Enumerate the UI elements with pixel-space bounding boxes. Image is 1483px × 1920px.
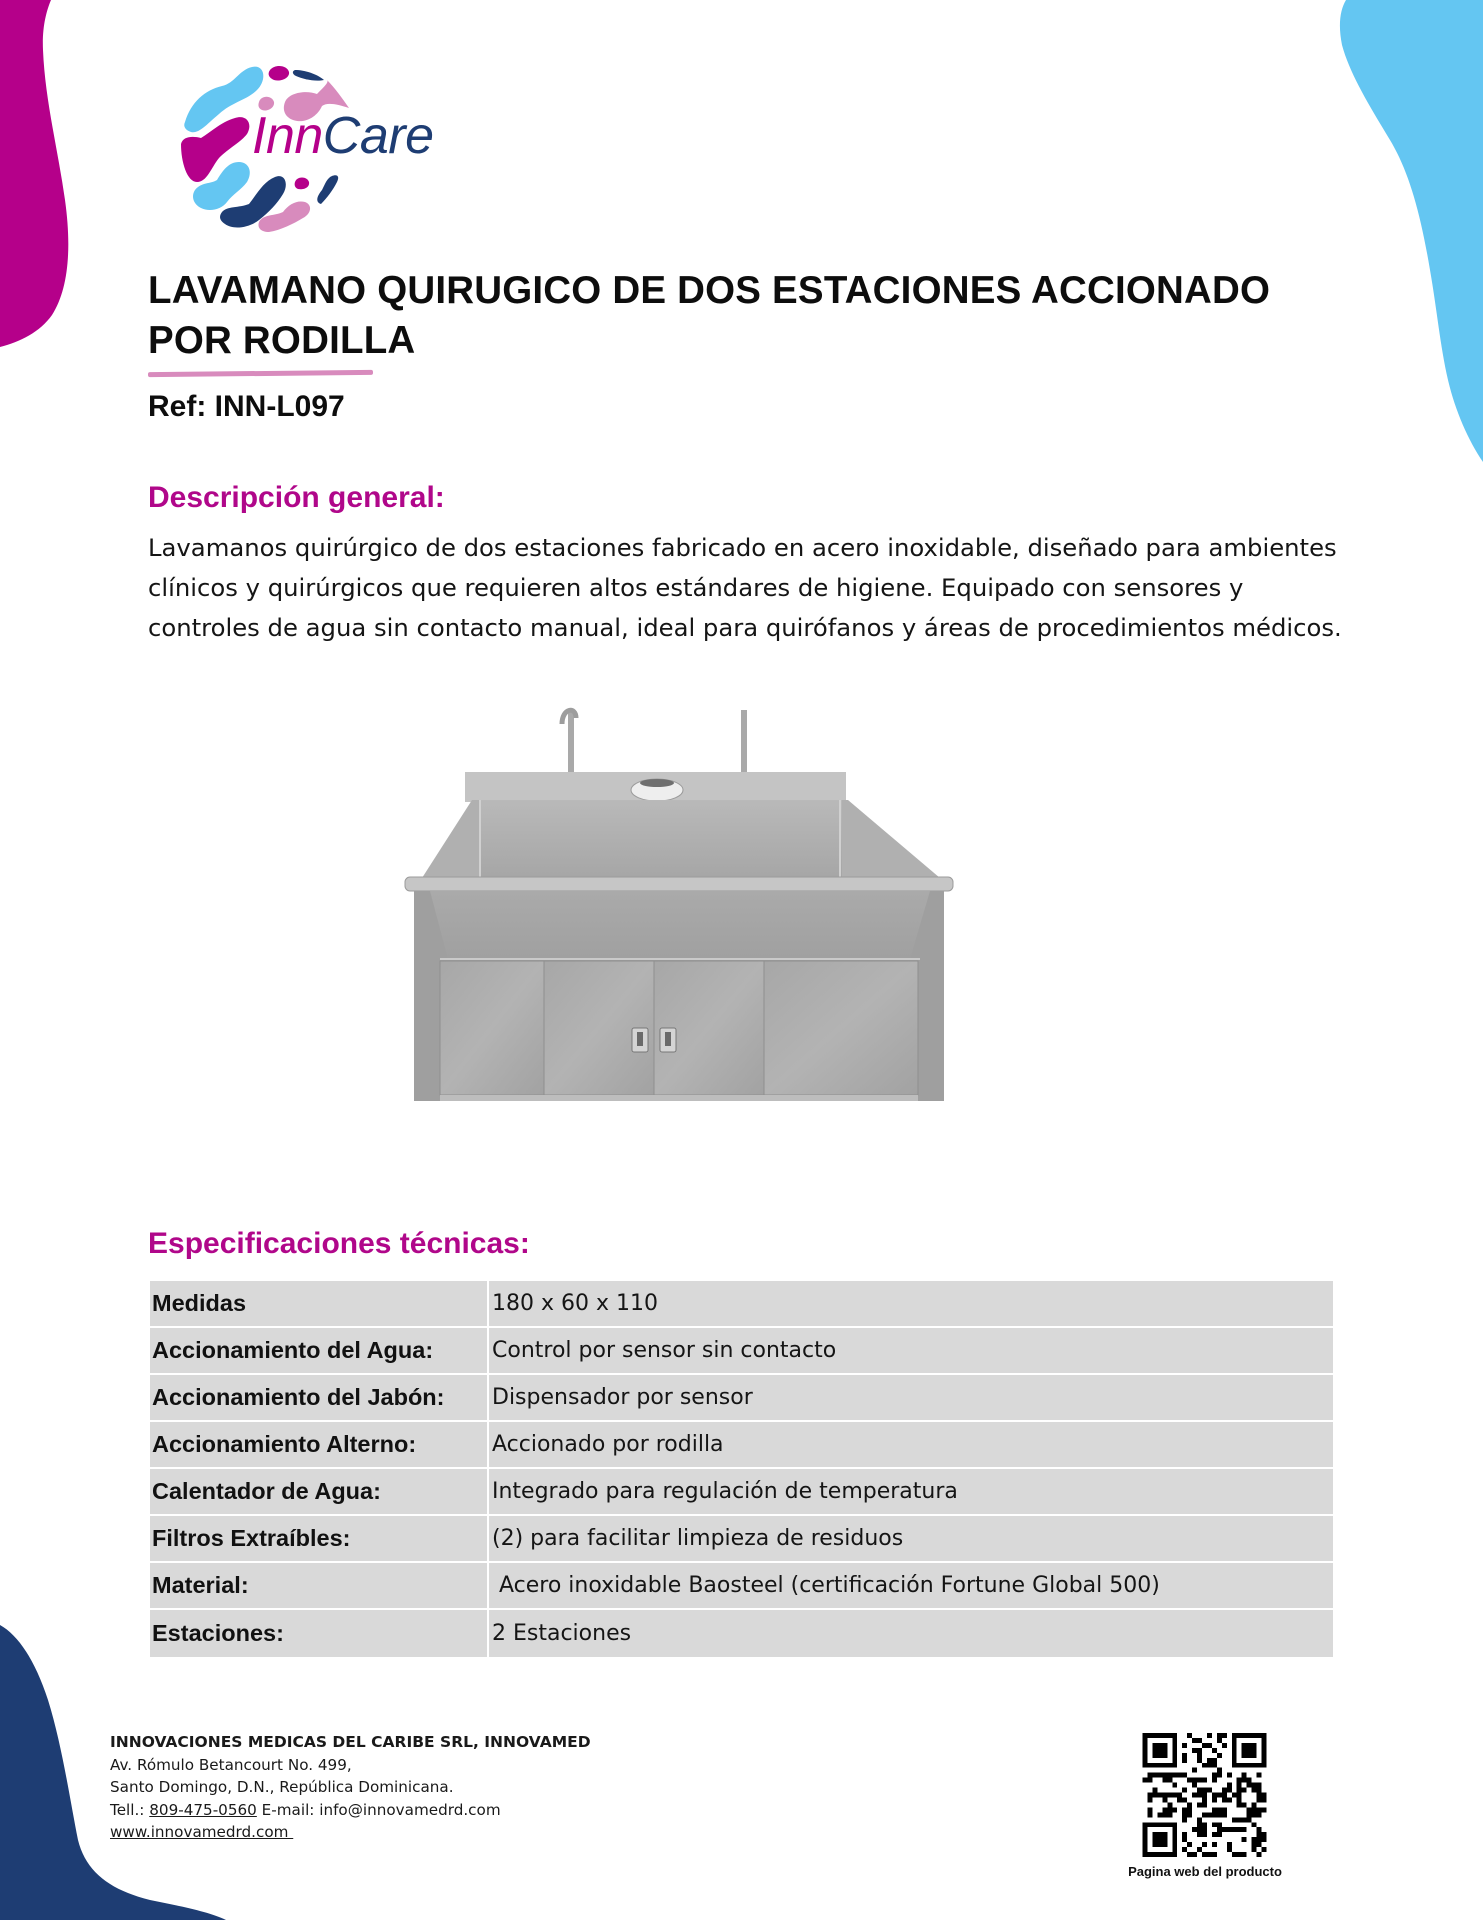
qr-module: [1177, 1793, 1182, 1798]
qr-module: [1237, 1817, 1242, 1822]
qr-module: [1222, 1793, 1227, 1798]
qr-module: [1242, 1802, 1247, 1807]
qr-module: [1197, 1758, 1202, 1763]
qr-module: [1167, 1793, 1172, 1798]
qr-module: [1207, 1758, 1212, 1763]
qr-module: [1227, 1773, 1232, 1778]
email-label: E-mail:: [256, 1800, 320, 1819]
qr-module: [1212, 1852, 1217, 1857]
qr-module: [1242, 1837, 1247, 1842]
qr-module: [1222, 1807, 1227, 1812]
qr-module: [1262, 1832, 1267, 1837]
qr-module: [1202, 1827, 1207, 1832]
qr-module: [1192, 1783, 1197, 1788]
qr-module: [1187, 1812, 1192, 1817]
product-title-line-2: POR RODILLA: [148, 319, 416, 362]
logo-blob-navy-small: [317, 175, 338, 204]
qr-module: [1202, 1842, 1207, 1847]
qr-module: [1182, 1773, 1187, 1778]
table-row: [150, 1563, 1333, 1610]
qr-module: [1252, 1842, 1257, 1847]
logo-wordmark: [252, 107, 434, 165]
qr-module: [1257, 1827, 1262, 1832]
qr-module: [1197, 1778, 1202, 1783]
basin-side-right: [840, 800, 940, 878]
cabinet-base: [440, 1095, 918, 1101]
qr-module: [1152, 1832, 1167, 1847]
qr-module: [1182, 1797, 1187, 1802]
table-row: [150, 1610, 1333, 1657]
qr-module: [1197, 1788, 1202, 1793]
qr-module: [1157, 1793, 1162, 1798]
qr-module: [1262, 1837, 1267, 1842]
qr-module: [1192, 1768, 1197, 1773]
qr-module: [1217, 1827, 1222, 1832]
qr-module: [1207, 1812, 1212, 1817]
product-image-sink: [400, 700, 960, 1110]
qr-module: [1237, 1797, 1242, 1802]
qr-module: [1162, 1773, 1167, 1778]
qr-module: [1232, 1817, 1237, 1822]
qr-module: [1172, 1783, 1177, 1788]
description-line: Lavamanos quirúrgico de dos estaciones fabricado en acero inoxidable, diseñado para ambientes: [148, 533, 1337, 562]
qr-module: [1217, 1822, 1222, 1827]
qr-module: [1187, 1778, 1192, 1783]
qr-module: [1197, 1847, 1202, 1852]
qr-module: [1262, 1807, 1267, 1812]
description-paragraph: [148, 528, 1418, 648]
sink-front-apron: [430, 891, 930, 959]
spec-value: Dispensador por sensor: [489, 1375, 1333, 1422]
qr-module: [1147, 1797, 1152, 1802]
qr-module: [1212, 1822, 1217, 1827]
qr-module: [1172, 1773, 1177, 1778]
qr-module: [1247, 1817, 1252, 1822]
address-line-2: Santo Domingo, D.N., República Dominicana.: [110, 1778, 454, 1796]
qr-module: [1143, 1778, 1148, 1783]
qr-module: [1192, 1793, 1197, 1798]
qr-module: [1192, 1778, 1197, 1783]
qr-caption: Pagina web del producto: [1128, 1864, 1282, 1879]
email-link[interactable]: info@innovamedrd.com: [319, 1800, 501, 1819]
qr-module: [1257, 1807, 1262, 1812]
qr-module: [1257, 1797, 1262, 1802]
qr-module: [1217, 1768, 1222, 1773]
qr-module: [1212, 1758, 1217, 1763]
qr-module: [1257, 1812, 1262, 1817]
qr-module: [1217, 1773, 1222, 1778]
product-title-line-1: LAVAMANO QUIRUGICO DE DOS ESTACIONES ACCIONADO: [148, 269, 1271, 312]
qr-module: [1182, 1743, 1187, 1748]
qr-module: [1152, 1743, 1167, 1758]
qr-module: [1147, 1773, 1152, 1778]
qr-module: [1152, 1773, 1157, 1778]
qr-module: [1192, 1748, 1197, 1753]
qr-module: [1182, 1837, 1187, 1842]
qr-module: [1152, 1793, 1157, 1798]
qr-module: [1207, 1788, 1212, 1793]
qr-module: [1257, 1852, 1262, 1857]
spec-value: Accionado por rodilla: [489, 1422, 1333, 1469]
spec-label: Filtros Extraíbles:: [150, 1516, 489, 1563]
qr-module: [1162, 1793, 1167, 1798]
qr-module: [1157, 1773, 1162, 1778]
cabinet-panel-right: [764, 961, 918, 1095]
spec-value: 180 x 60 x 110: [489, 1281, 1333, 1328]
qr-module: [1182, 1807, 1187, 1812]
sink-rim: [405, 877, 953, 891]
qr-module: [1227, 1842, 1232, 1847]
qr-module: [1247, 1778, 1252, 1783]
qr-module: [1237, 1783, 1242, 1788]
qr-module: [1257, 1832, 1262, 1837]
table-row: [150, 1516, 1333, 1563]
table-row: [150, 1281, 1333, 1328]
qr-module: [1242, 1817, 1247, 1822]
qr-module: [1197, 1832, 1202, 1837]
qr-module: [1182, 1847, 1187, 1852]
qr-module: [1222, 1733, 1227, 1738]
qr-module: [1152, 1788, 1157, 1793]
tel-label: Tell.:: [110, 1800, 150, 1819]
qr-module: [1187, 1842, 1192, 1847]
qr-module: [1232, 1793, 1237, 1798]
qr-module: [1217, 1733, 1222, 1738]
qr-module: [1227, 1783, 1232, 1788]
qr-module: [1202, 1793, 1207, 1798]
qr-module: [1237, 1827, 1242, 1832]
spec-label: Accionamiento del Jabón:: [150, 1375, 489, 1422]
qr-module: [1202, 1802, 1207, 1807]
footer-contact: [110, 1731, 591, 1844]
basin-back-wall: [480, 800, 842, 878]
qr-module: [1227, 1788, 1232, 1793]
qr-module: [1147, 1778, 1152, 1783]
qr-module: [1147, 1793, 1152, 1798]
description-heading: Descripción general:: [148, 481, 445, 514]
qr-module: [1207, 1743, 1212, 1748]
qr-module: [1237, 1852, 1242, 1857]
qr-module: [1252, 1807, 1257, 1812]
spec-value: Control por sensor sin contacto: [489, 1328, 1333, 1375]
spec-value: Integrado para regulación de temperatura: [489, 1469, 1333, 1516]
qr-module: [1167, 1807, 1172, 1812]
spec-value: (2) para facilitar limpieza de residuos: [489, 1516, 1333, 1563]
qr-module: [1252, 1837, 1257, 1842]
logo-text-care: Care: [322, 107, 434, 165]
qr-module: [1212, 1778, 1217, 1783]
cabinet-panel-left: [440, 961, 544, 1095]
qr-module: [1257, 1773, 1262, 1778]
qr-module: [1237, 1802, 1242, 1807]
qr-module: [1207, 1852, 1212, 1857]
qr-module: [1187, 1802, 1192, 1807]
qr-module: [1187, 1807, 1192, 1812]
qr-module: [1217, 1807, 1222, 1812]
table-row: [150, 1422, 1333, 1469]
qr-module: [1242, 1773, 1247, 1778]
spec-label: Medidas: [150, 1281, 489, 1328]
qr-module: [1202, 1763, 1207, 1768]
spec-value: 2 Estaciones: [489, 1610, 1333, 1657]
qr-module: [1192, 1852, 1197, 1857]
qr-module: [1212, 1807, 1217, 1812]
qr-module: [1182, 1758, 1187, 1763]
qr-module: [1157, 1812, 1162, 1817]
qr-module: [1202, 1797, 1207, 1802]
qr-module: [1237, 1788, 1242, 1793]
qr-module: [1212, 1793, 1217, 1798]
spec-label: Accionamiento del Agua:: [150, 1328, 489, 1375]
logo-dot-magenta-top: [269, 66, 289, 80]
qr-module: [1257, 1837, 1262, 1842]
website-link[interactable]: www.innovamedrd.com: [110, 1823, 294, 1841]
qr-module: [1262, 1797, 1267, 1802]
qr-module: [1207, 1733, 1212, 1738]
qr-module: [1212, 1773, 1217, 1778]
qr-module: [1242, 1827, 1247, 1832]
phone-link[interactable]: 809-475-0560: [149, 1800, 257, 1819]
magenta-blob-shape: [0, 0, 68, 347]
table-row: [150, 1469, 1333, 1516]
specs-heading: Especificaciones técnicas:: [148, 1227, 530, 1260]
qr-module: [1202, 1822, 1207, 1827]
qr-module: [1227, 1847, 1232, 1852]
qr-module: [1262, 1847, 1267, 1852]
qr-module: [1217, 1793, 1222, 1798]
qr-module: [1162, 1807, 1167, 1812]
qr-module: [1242, 1743, 1257, 1758]
qr-code-icon[interactable]: [1141, 1733, 1268, 1857]
spec-label: Material:: [150, 1563, 489, 1610]
qr-module: [1202, 1812, 1207, 1817]
qr-module: [1197, 1793, 1202, 1798]
qr-module: [1212, 1842, 1217, 1847]
qr-module: [1197, 1802, 1202, 1807]
qr-module: [1257, 1788, 1262, 1793]
spec-label: Accionamiento Alterno:: [150, 1422, 489, 1469]
qr-module: [1187, 1733, 1192, 1738]
qr-module: [1202, 1788, 1207, 1793]
logo-dot-magenta-bottom: [295, 178, 309, 190]
qr-module: [1192, 1738, 1197, 1743]
qr-module: [1232, 1827, 1237, 1832]
qr-module: [1222, 1797, 1227, 1802]
qr-module: [1167, 1773, 1172, 1778]
qr-module: [1227, 1797, 1232, 1802]
qr-module: [1252, 1812, 1257, 1817]
qr-module: [1177, 1797, 1182, 1802]
qr-module: [1217, 1753, 1222, 1758]
logo-blob-navy-top: [293, 70, 324, 81]
qr-module: [1162, 1797, 1167, 1802]
specs-table: [150, 1281, 1333, 1657]
qr-module: [1207, 1763, 1212, 1768]
spec-label: Estaciones:: [150, 1610, 489, 1657]
qr-module: [1252, 1847, 1257, 1852]
qr-module: [1257, 1842, 1262, 1847]
innocare-logo: [177, 62, 467, 232]
qr-module: [1212, 1797, 1217, 1802]
qr-module: [1252, 1783, 1257, 1788]
qr-module: [1232, 1852, 1237, 1857]
qr-module: [1212, 1748, 1217, 1753]
qr-module: [1167, 1812, 1172, 1817]
spec-label: Calentador de Agua:: [150, 1469, 489, 1516]
qr-module: [1257, 1793, 1262, 1798]
qr-module: [1197, 1817, 1202, 1822]
qr-module: [1222, 1788, 1227, 1793]
qr-module: [1177, 1773, 1182, 1778]
qr-module: [1202, 1778, 1207, 1783]
qr-module: [1252, 1788, 1257, 1793]
qr-module: [1197, 1753, 1202, 1758]
qr-module: [1247, 1812, 1252, 1817]
qr-module: [1197, 1748, 1202, 1753]
soap-dispenser-icon: [631, 779, 683, 801]
address-line-1: Av. Rómulo Betancourt No. 499,: [110, 1755, 352, 1774]
qr-module: [1237, 1793, 1242, 1798]
qr-module: [1197, 1822, 1202, 1827]
basin-side-left: [422, 800, 480, 878]
qr-module: [1172, 1807, 1177, 1812]
qr-module: [1147, 1807, 1152, 1812]
qr-module: [1262, 1793, 1267, 1798]
qr-module: [1202, 1832, 1207, 1837]
logo-text-inn: Inn: [252, 107, 323, 165]
qr-module: [1222, 1743, 1227, 1748]
qr-module: [1237, 1778, 1242, 1783]
table-row: [150, 1375, 1333, 1422]
qr-module: [1182, 1832, 1187, 1837]
qr-module: [1227, 1827, 1232, 1832]
qr-module: [1217, 1832, 1222, 1837]
sky-blue-blob-shape: [1340, 0, 1483, 462]
qr-module: [1222, 1812, 1227, 1817]
qr-module: [1182, 1817, 1187, 1822]
qr-module: [1252, 1822, 1257, 1827]
qr-module: [1162, 1812, 1167, 1817]
qr-module: [1202, 1743, 1207, 1748]
qr-module: [1242, 1852, 1247, 1857]
qr-module: [1202, 1852, 1207, 1857]
door-handle-right-icon: [660, 1028, 676, 1052]
table-row: [150, 1328, 1333, 1375]
company-name: INNOVACIONES MEDICAS DEL CARIBE SRL, INNOVAMED: [110, 1733, 591, 1751]
qr-module: [1172, 1793, 1177, 1798]
qr-module: [1182, 1753, 1187, 1758]
qr-module: [1197, 1827, 1202, 1832]
qr-module: [1167, 1778, 1172, 1783]
qr-module: [1147, 1812, 1152, 1817]
door-handle-left-icon: [632, 1028, 648, 1052]
qr-module: [1217, 1812, 1222, 1817]
spec-value: Acero inoxidable Baosteel (certificación Fortune Global 500): [489, 1563, 1333, 1610]
qr-module: [1257, 1783, 1262, 1788]
qr-module: [1247, 1807, 1252, 1812]
qr-module: [1187, 1852, 1192, 1857]
qr-module: [1212, 1763, 1217, 1768]
qr-module: [1167, 1802, 1172, 1807]
qr-module: [1192, 1827, 1197, 1832]
contact-line: [110, 1799, 591, 1822]
qr-module: [1242, 1778, 1247, 1783]
qr-module: [1222, 1827, 1227, 1832]
qr-module: [1247, 1783, 1252, 1788]
description-line: controles de agua sin contacto manual, ideal para quirófanos y áreas de procedimientos médicos.: [148, 613, 1342, 642]
qr-module: [1217, 1738, 1222, 1743]
qr-module: [1252, 1802, 1257, 1807]
qr-module: [1212, 1832, 1217, 1837]
description-line: clínicos y quirúrgicos que requieren altos estándares de higiene. Equipado con sensores y: [148, 573, 1244, 602]
qr-module: [1197, 1738, 1202, 1743]
qr-module: [1242, 1788, 1247, 1793]
qr-module: [1162, 1778, 1167, 1783]
qr-module: [1212, 1812, 1217, 1817]
qr-module: [1182, 1788, 1187, 1793]
qr-module: [1182, 1812, 1187, 1817]
product-reference: Ref: INN-L097: [148, 390, 345, 423]
product-title: [148, 266, 1348, 366]
